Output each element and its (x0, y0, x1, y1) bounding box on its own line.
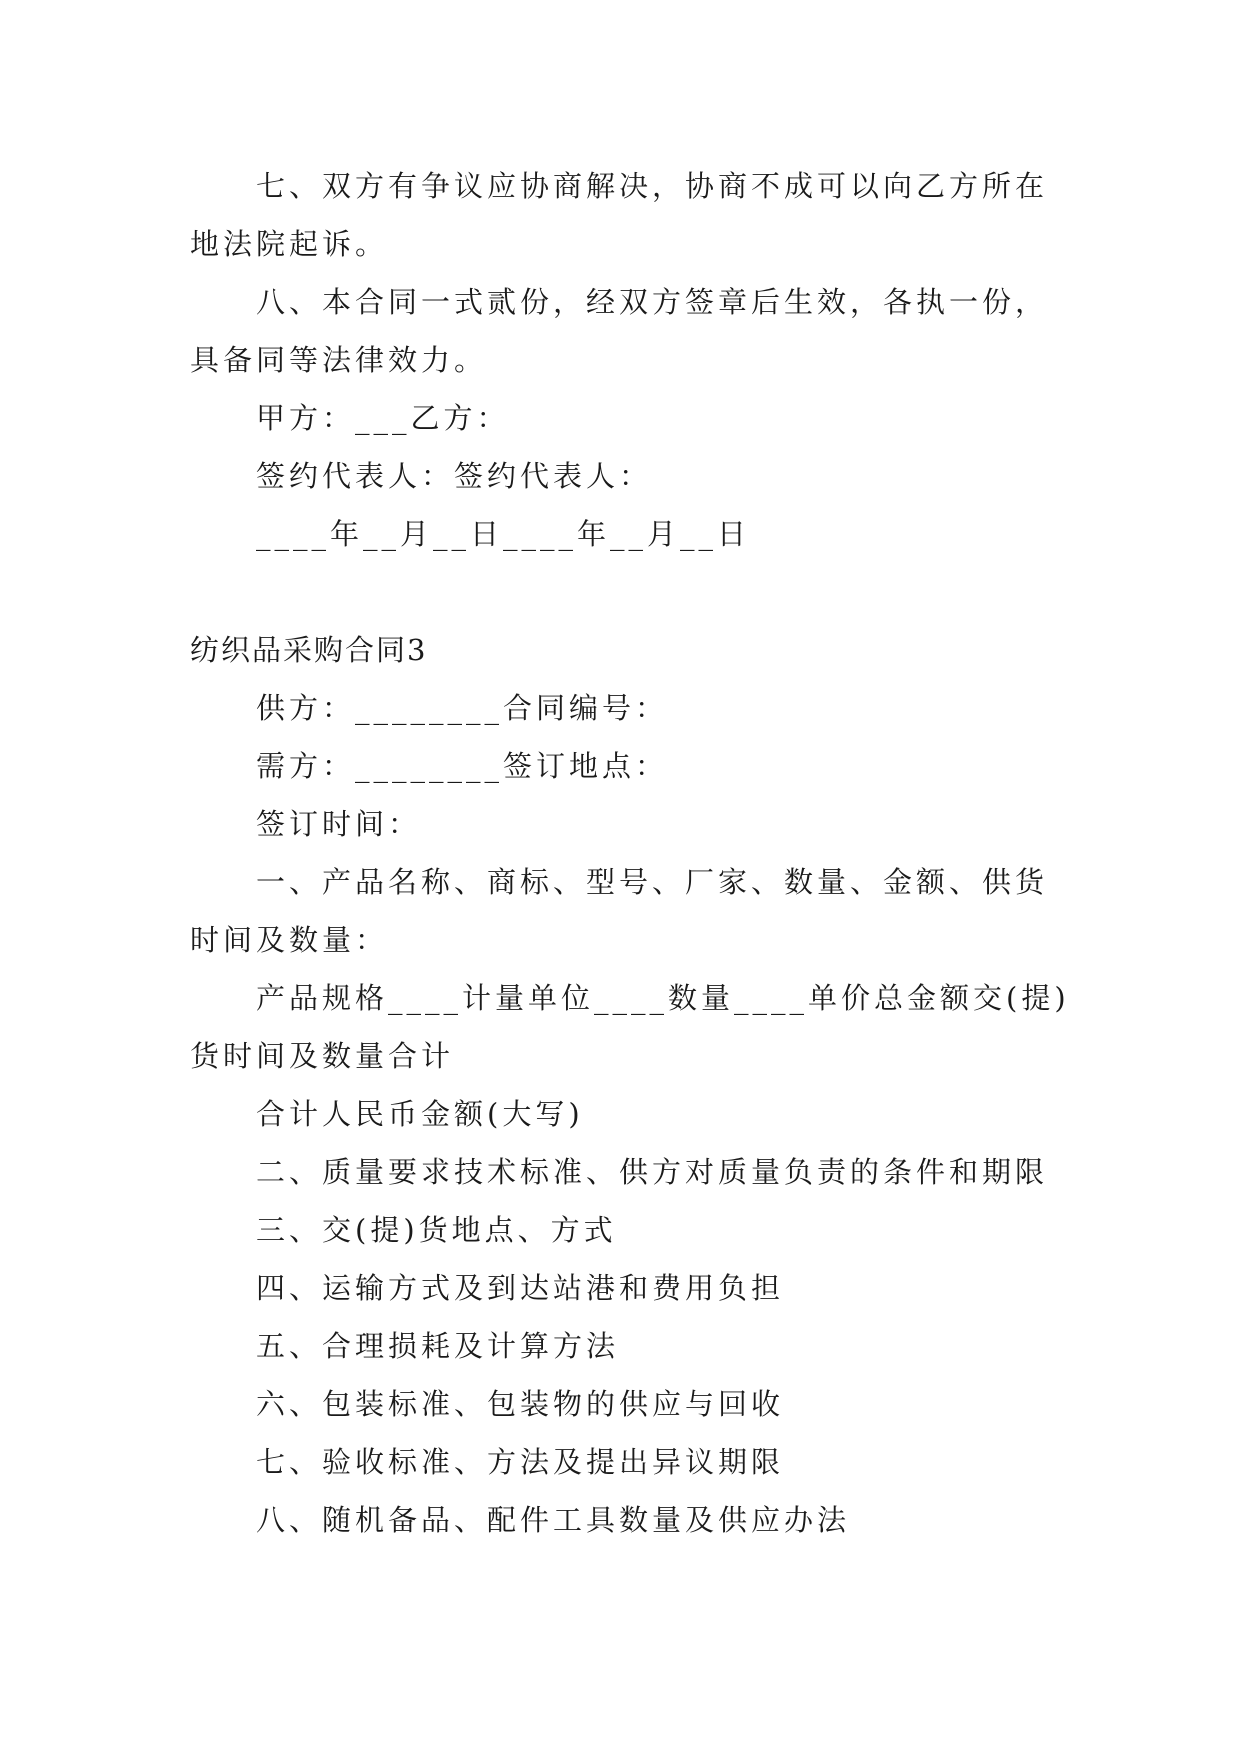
clause-7-dispute: 七、双方有争议应协商解决，协商不成可以向乙方所在 (256, 169, 1049, 203)
clause-1-products-continued: 时间及数量： (190, 923, 389, 957)
sign-time-line: 签订时间： (256, 807, 422, 841)
clause-7-acceptance: 七、验收标准、方法及提出异议期限 (256, 1445, 785, 1479)
clause-2-quality: 二、质量要求技术标准、供方对质量负责的条件和期限 (256, 1155, 1049, 1189)
signatory-line: 签约代表人：签约代表人： (256, 459, 653, 493)
clause-4-transport: 四、运输方式及到达站港和费用负担 (256, 1271, 785, 1305)
total-amount-line: 合计人民币金额(大写) (256, 1097, 584, 1131)
clause-7-dispute-continued: 地法院起诉。 (190, 227, 389, 261)
date-line: ____年__月__日____年__月__日 (256, 517, 751, 551)
clause-6-packaging: 六、包装标准、包装物的供应与回收 (256, 1387, 785, 1421)
clause-8-spare-parts: 八、随机备品、配件工具数量及供应办法 (256, 1503, 851, 1537)
product-spec-line: 产品规格____计量单位____数量____单价总金额交(提) (256, 981, 1070, 1015)
clause-5-loss: 五、合理损耗及计算方法 (256, 1329, 620, 1363)
clause-1-products: 一、产品名称、商标、型号、厂家、数量、金额、供货 (256, 865, 1049, 899)
party-a-b-line: 甲方：___乙方： (256, 401, 510, 435)
supplier-line: 供方：________合同编号： (256, 691, 669, 725)
clause-8-copies-continued: 具备同等法律效力。 (190, 343, 488, 377)
clause-3-delivery: 三、交(提)货地点、方式 (256, 1213, 617, 1247)
buyer-line: 需方：________签订地点： (256, 749, 669, 783)
contract-title: 纺织品采购合同3 (190, 633, 428, 667)
clause-8-copies: 八、本合同一式贰份，经双方签章后生效，各执一份， (256, 285, 1049, 319)
product-spec-line-continued: 货时间及数量合计 (190, 1039, 455, 1073)
